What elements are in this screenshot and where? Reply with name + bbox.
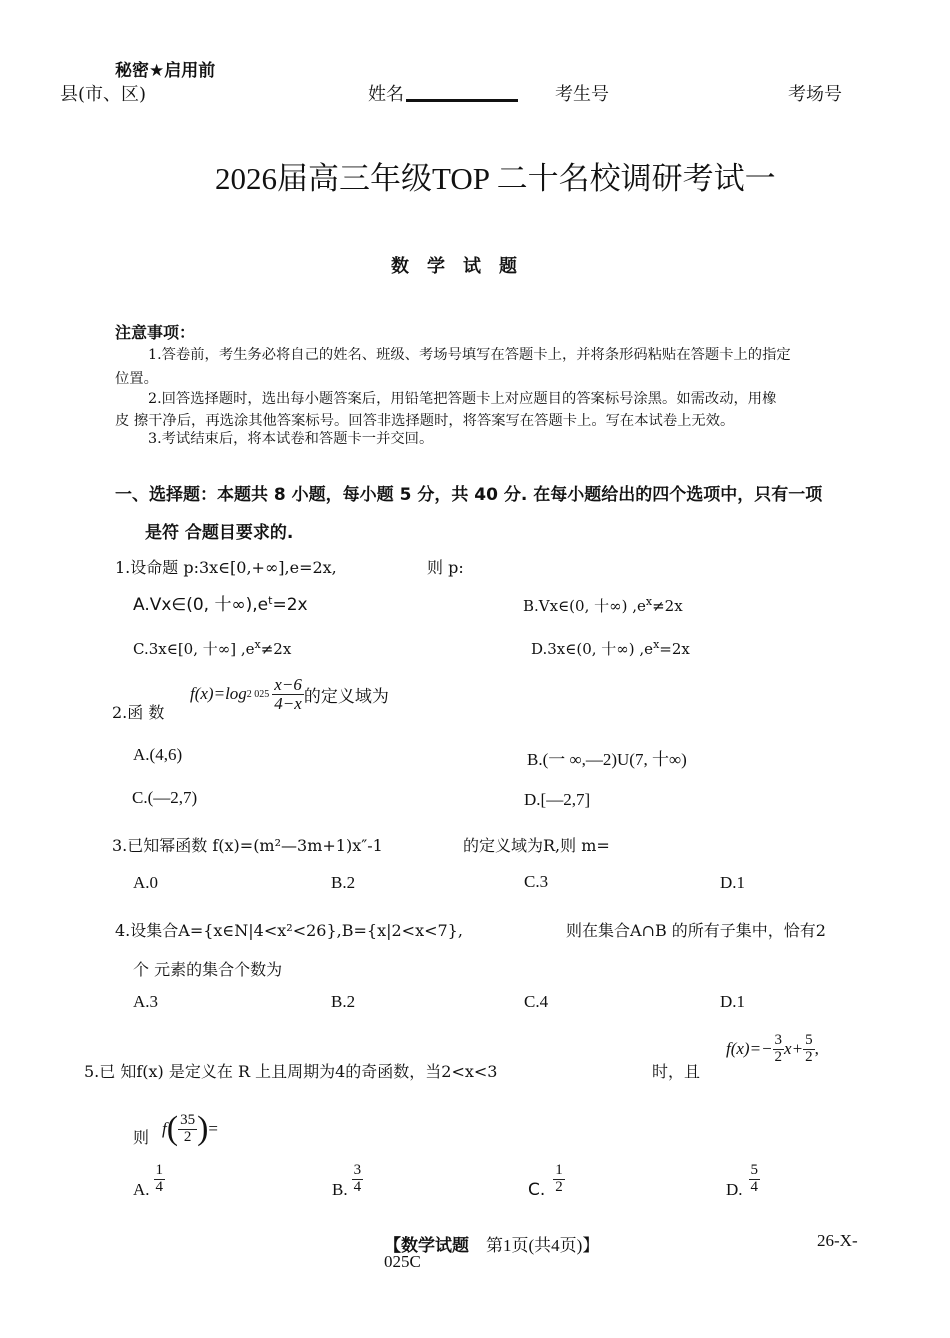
question-4-option-a: A.3	[133, 992, 159, 1011]
notice-item-1-cont: 位置。	[115, 371, 158, 387]
notice-item-3: 3.考试结束后，将本试卷和答题卡一并交回。	[148, 431, 434, 447]
notice-heading: 注意事项：	[115, 323, 196, 342]
question-2-option-c: C.(—2,7)	[132, 788, 198, 807]
section-heading-cont: 是符 合题目要求的.	[145, 523, 294, 543]
room-label: 考场号	[788, 84, 842, 105]
page-title: 2026届高三年级TOP 二十名校调研考试一	[215, 161, 776, 196]
question-4-stem-tail: 则在集合A∩B 的所有子集中，恰有2	[566, 921, 826, 940]
question-3-stem: 3.已知幂函数 f(x)=(m²—3m+1)x″-1	[112, 836, 383, 855]
question-3-option-a: A.0	[133, 873, 159, 892]
footer-code-cont: 025C	[384, 1252, 421, 1271]
question-2-option-d: D.[—2,7]	[524, 790, 591, 809]
question-3-stem-tail: 的定义域为R,则 m=	[463, 836, 610, 855]
question-2-option-a: A.(4,6)	[133, 745, 183, 764]
county-label: 县(市、区)	[60, 84, 147, 105]
subject-title: 数 学 试 题	[391, 256, 517, 277]
notice-item-1: 1.答卷前，考生务必将自己的姓名、班级、考场号填写在答题卡上，并将条形码粘贴在答题卡上的指定	[148, 347, 791, 363]
question-1-option-b: B.Vx∈(0, 十∞) $,e^x\ne 2x$	[523, 595, 683, 615]
name-label: 姓名	[368, 84, 404, 105]
question-2-formula: f(x)=log 2 025 $\frac{x-6}{4-x}$ 的定义域为	[190, 675, 389, 713]
question-2-option-b: B.(一 ∞,—2)U(7, 十∞)	[527, 750, 687, 769]
notice-item-2-cont: 皮 擦干净后，再选涂其他答案标号。回答非选择题时，将答案写在答题卡上。写在本试卷上无效。	[115, 413, 735, 429]
question-3-option-b: B.2	[331, 873, 356, 892]
question-1-option-a: A.Vx∈(0, 十$\infty),e^t=2x$	[133, 594, 308, 615]
footer-code: 26-X-	[817, 1231, 858, 1250]
footer-page-info: 【数学试题 第1页(共4页)】	[384, 1236, 600, 1255]
question-2-stem-prefix: 2.函 数	[112, 703, 165, 722]
question-1-stem-tail: 则 p:	[427, 558, 464, 577]
question-4-stem-cont: 个 元素的集合个数为	[133, 960, 283, 979]
question-3-option-c: C.3	[524, 872, 549, 891]
question-4-option-c: C.4	[524, 992, 549, 1011]
question-5-formula: f(x)=− $\frac{3}{2}$ x+ $\frac{5}{2}$ ,	[726, 1032, 819, 1065]
question-5-stem-mid: 时，且	[652, 1062, 701, 1081]
question-5-option-b: B. $\frac{3}{4}$	[332, 1162, 362, 1199]
question-5-stem: 5.已 知f(x) 是定义在 R 上且周期为4的奇函数，当2<x<3	[84, 1062, 498, 1081]
question-4-stem: 4.设集合A={x∈N|4<x²<26},B={x|2<x<7},	[115, 921, 463, 940]
question-5-option-d: D. $\frac{5}{4}$	[726, 1162, 759, 1199]
question-1-option-c: C.3x∈[0, 十∞] $,e^x\ne 2x$	[133, 638, 292, 658]
question-3-option-d: D.1	[720, 873, 746, 892]
section-heading: 一、选择题：本题共 8 小题，每小题 5 分，共 40 分. 在每小题给出的四个选项中，只有一项	[115, 485, 823, 505]
confidential-mark: 秘密★启用前	[115, 61, 216, 81]
exam-number-label: 考生号	[555, 84, 609, 105]
question-5-option-c: C. $\frac{1}{2}$	[528, 1162, 563, 1200]
name-field	[368, 80, 518, 106]
question-5-then: 则	[133, 1128, 150, 1147]
question-5-target: f ( $\frac{35}{2}$ ) =	[162, 1110, 218, 1147]
question-4-option-b: B.2	[331, 992, 356, 1011]
question-4-option-d: D.1	[720, 992, 746, 1011]
question-1-stem: 1.设命题 p:3x∈[0,+∞],e=2x,	[115, 558, 337, 577]
name-underline	[406, 99, 518, 102]
notice-item-2: 2.回答选择题时，选出每小题答案后，用铅笔把答题卡上对应题目的答案标号涂黑。如需改动，用橡	[148, 391, 777, 407]
question-5-option-a: A. $\frac{1}{4}$	[133, 1162, 164, 1199]
question-1-option-d: D.3x∈(0, 十∞) $,e^x=2x$	[531, 638, 690, 658]
